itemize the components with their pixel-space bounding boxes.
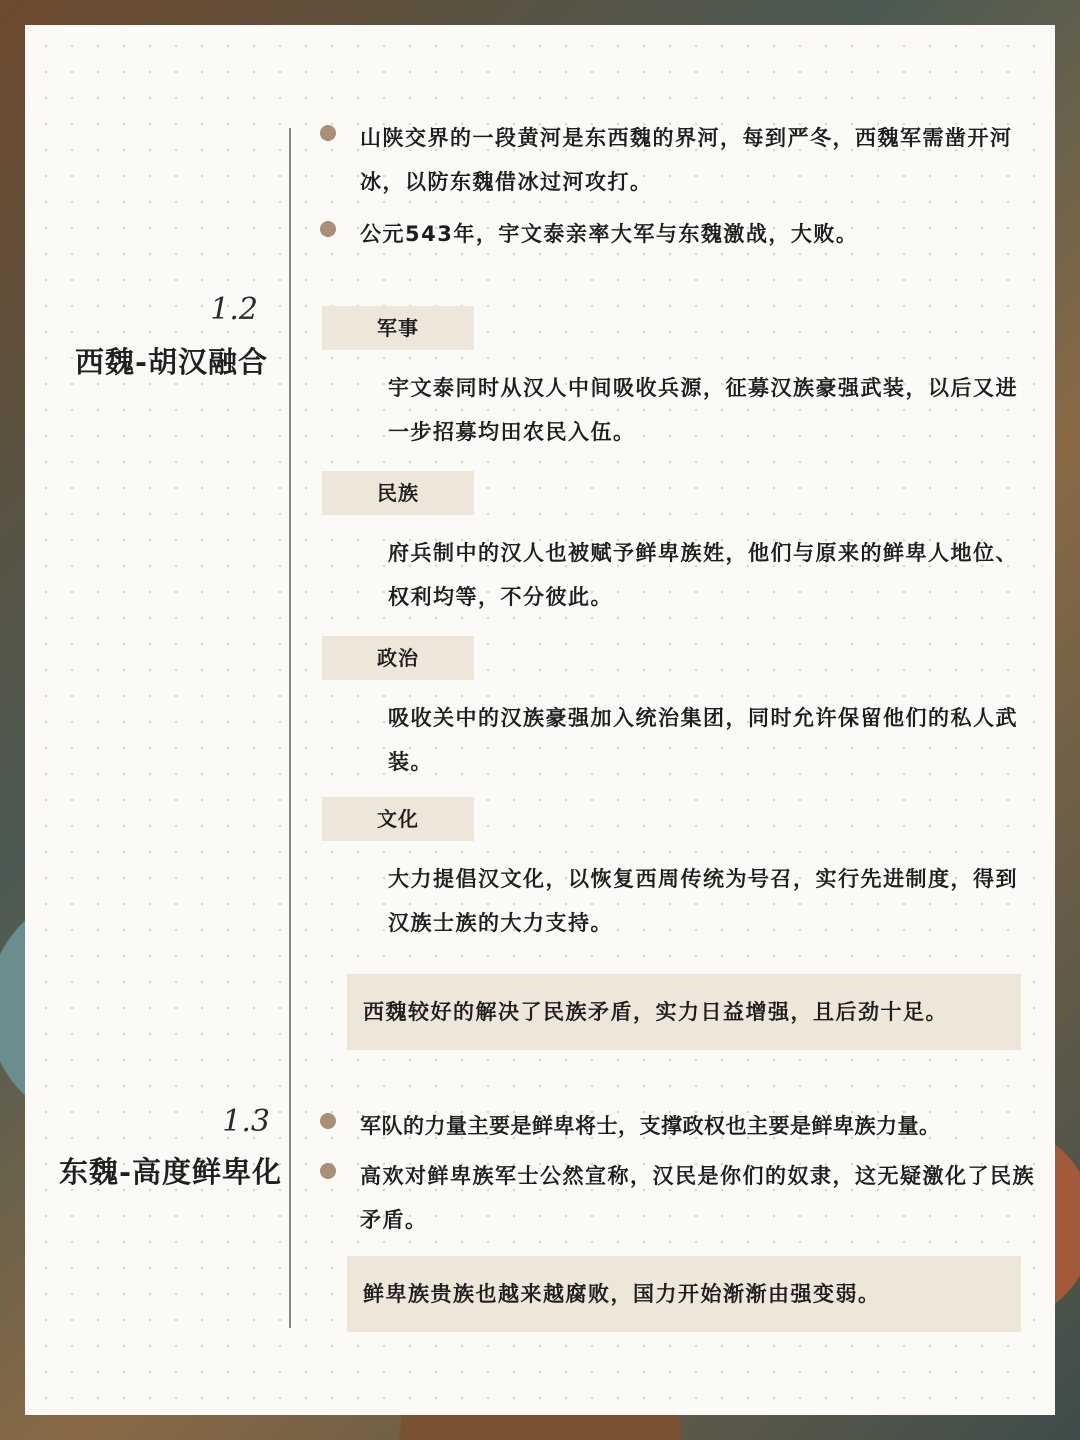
bullet-item	[320, 1104, 1040, 1148]
topic-tag-politics: 政治	[322, 636, 474, 680]
topic-tag-military: 军事	[322, 306, 474, 350]
bullet-text: 军队的力量主要是鲜卑将士，支撑政权也主要是鲜卑族力量。	[360, 1114, 941, 1138]
bullet-dot-icon	[320, 1113, 336, 1129]
bullet-text: 山陕交界的一段黄河是东西魏的界河，每到严冬，西魏军需凿开河冰，以防东魏借冰过河攻打。	[360, 126, 1013, 194]
section-title-1-2: 西魏-胡汉融合	[74, 345, 268, 379]
bullet-text: 高欢对鲜卑族军士公然宣称，汉民是你们的奴隶，这无疑激化了民族矛盾。	[360, 1164, 1035, 1232]
summary-box-east-wei: 鲜卑族贵族也越来越腐败，国力开始渐渐由强变弱。	[347, 1256, 1021, 1332]
bullet-dot-icon	[320, 1163, 336, 1179]
topic-text-ethnicity: 府兵制中的汉人也被赋予鲜卑族姓，他们与原来的鲜卑人地位、权利均等，不分彼此。	[388, 541, 1018, 609]
section-title-1-3: 东魏-高度鲜卑化	[58, 1155, 282, 1189]
topic-text-politics: 吸收关中的汉族豪强加入统治集团，同时允许保留他们的私人武装。	[388, 706, 1018, 774]
section-number-1-2: 1.2	[210, 292, 258, 327]
bullet-text: 公元543年，宇文泰亲率大军与东魏激战，大败。	[360, 222, 859, 246]
summary-box-west-wei: 西魏较好的解决了民族矛盾，实力日益增强，且后劲十足。	[347, 974, 1021, 1050]
bullet-dot-icon	[320, 125, 336, 141]
topic-tag-ethnicity: 民族	[322, 471, 474, 515]
timeline-divider	[289, 128, 291, 1328]
bullet-item	[320, 116, 1040, 204]
bullet-item	[320, 212, 1040, 256]
bullet-item	[320, 1154, 1040, 1242]
topic-text-culture: 大力提倡汉文化，以恢复西周传统为号召，实行先进制度，得到汉族士族的大力支持。	[388, 867, 1018, 935]
topic-tag-culture: 文化	[322, 797, 474, 841]
section-number-1-3: 1.3	[222, 1104, 270, 1139]
topic-text-military: 宇文泰同时从汉人中间吸收兵源，征募汉族豪强武装，以后又进一步招募均田农民入伍。	[388, 376, 1018, 444]
bullet-dot-icon	[320, 221, 336, 237]
